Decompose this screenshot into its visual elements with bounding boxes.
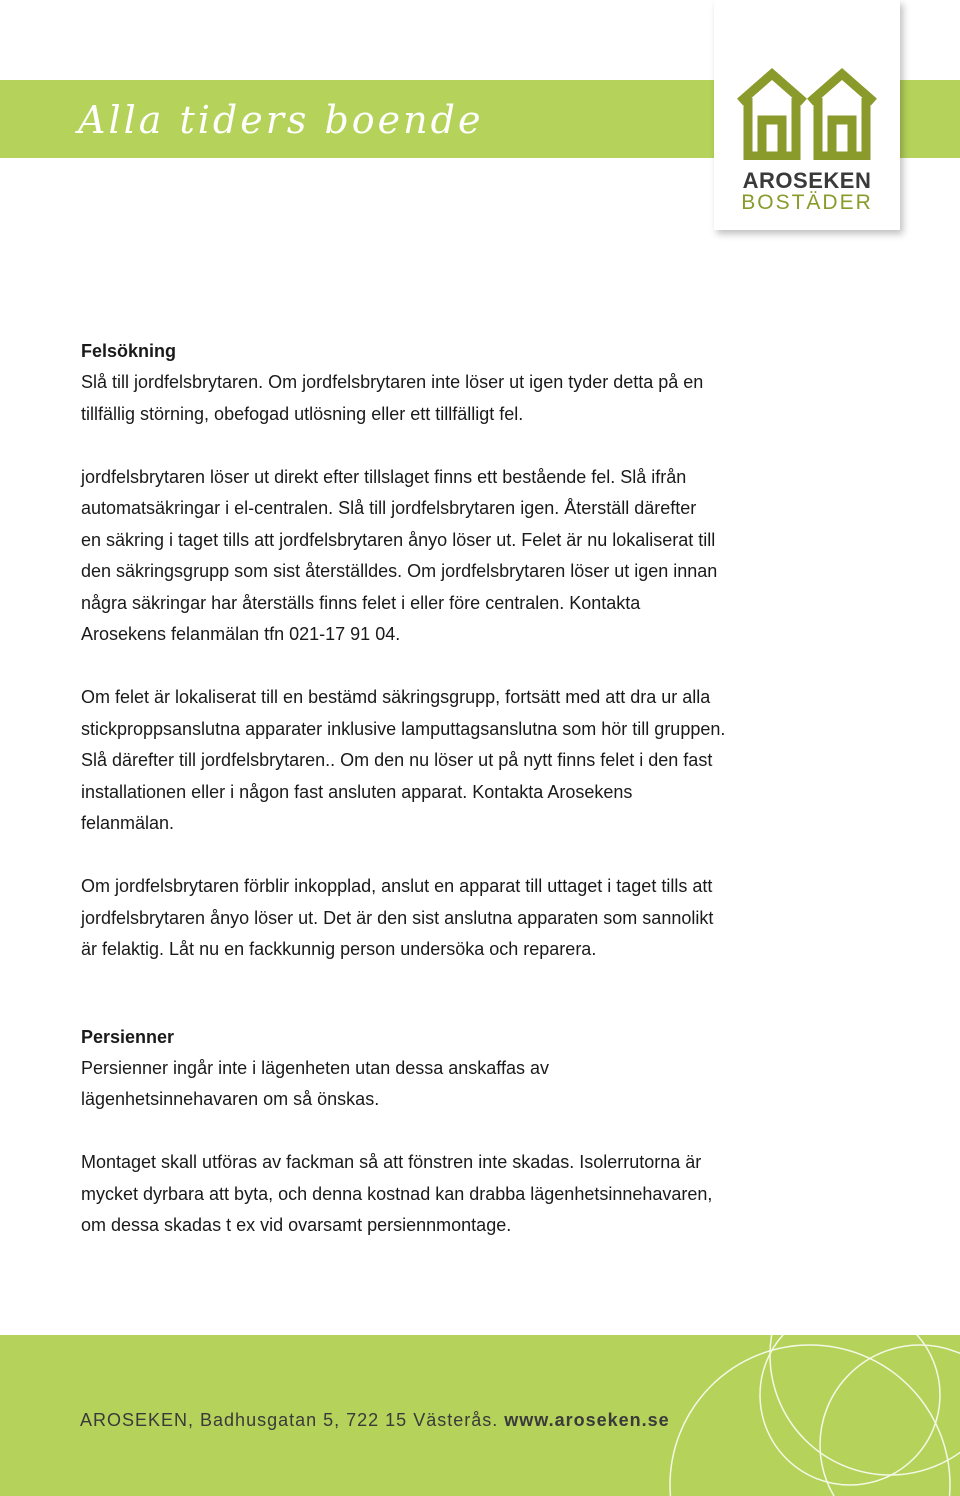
house-logo-icon [732, 64, 882, 160]
paragraph: Om jordfelsbrytaren förblir inkopplad, anslut en apparat till uttaget i taget tills att jordfelsbrytaren ånyo löser ut. Det är den sist anslutna apparaten som sannolikt är felaktig. Låt nu en fackkunnig person undersöka och reparera. [81, 876, 714, 959]
paragraph: Om felet är lokaliserat till en bestämd säkringsgrupp, fortsätt med att dra ur alla stickproppsanslutna apparater inklusive lamputtagsanslutna som hör till gruppen. Slå därefter till jordfelsbrytaren.. Om den nu löser ut på nytt finns felet i den fast installationen eller i någon fast ansluten apparat. Kontakta Arosekens felanmälan. [81, 687, 726, 833]
logo-subtitle: BOSTÄDER [741, 191, 873, 214]
paragraph: Slå till jordfelsbrytaren. Om jordfelsbrytaren inte löser ut igen tyder detta på en tillfällig störning, obefogad utlösning eller ett tillfälligt fel. [81, 372, 704, 424]
paragraph: Montaget skall utföras av fackman så att fönstren inte skadas. Isolerrutorna är mycket dyrbara att byta, och denna kostnad kan drabba lägenhetsinnehavaren, om dessa skadas t ex vid ovarsamt persiennmontage. [81, 1152, 713, 1235]
paragraph: Persienner ingår inte i lägenheten utan dessa anskaffas av lägenhetsinnehavaren om så önskas. [81, 1057, 549, 1109]
footer-address-line [80, 1410, 670, 1431]
footer-address: AROSEKEN, Badhusgatan 5, 722 15 Västerås. [80, 1410, 499, 1430]
logo-name: AROSEKEN [742, 168, 872, 193]
tagline: Alla tiders boende [78, 98, 484, 142]
section-heading-felsokning: Felsökning [81, 341, 177, 361]
paragraph: jordfelsbrytaren löser ut direkt efter tillslaget finns ett bestående fel. Slå ifrån automatsäkringar i el-centralen. Slå till jordfelsbrytaren igen. Återställ därefter en säkring i taget tills att jordfelsbrytaren ånyo löser ut. Felet är nu lokaliserat till den säkringsgrupp som sist återställdes. Om jordfelsbrytaren löser ut igen innan några säkringar har återställs finns felet i eller före centralen. Kontakta Arosekens felanmälan tfn 021-17 91 04. [81, 466, 718, 644]
section-heading-persienner: Persienner [81, 1026, 175, 1047]
footer-website-link[interactable]: www.aroseken.se [504, 1410, 670, 1430]
company-logo [714, 0, 900, 230]
document-body [81, 336, 881, 1242]
